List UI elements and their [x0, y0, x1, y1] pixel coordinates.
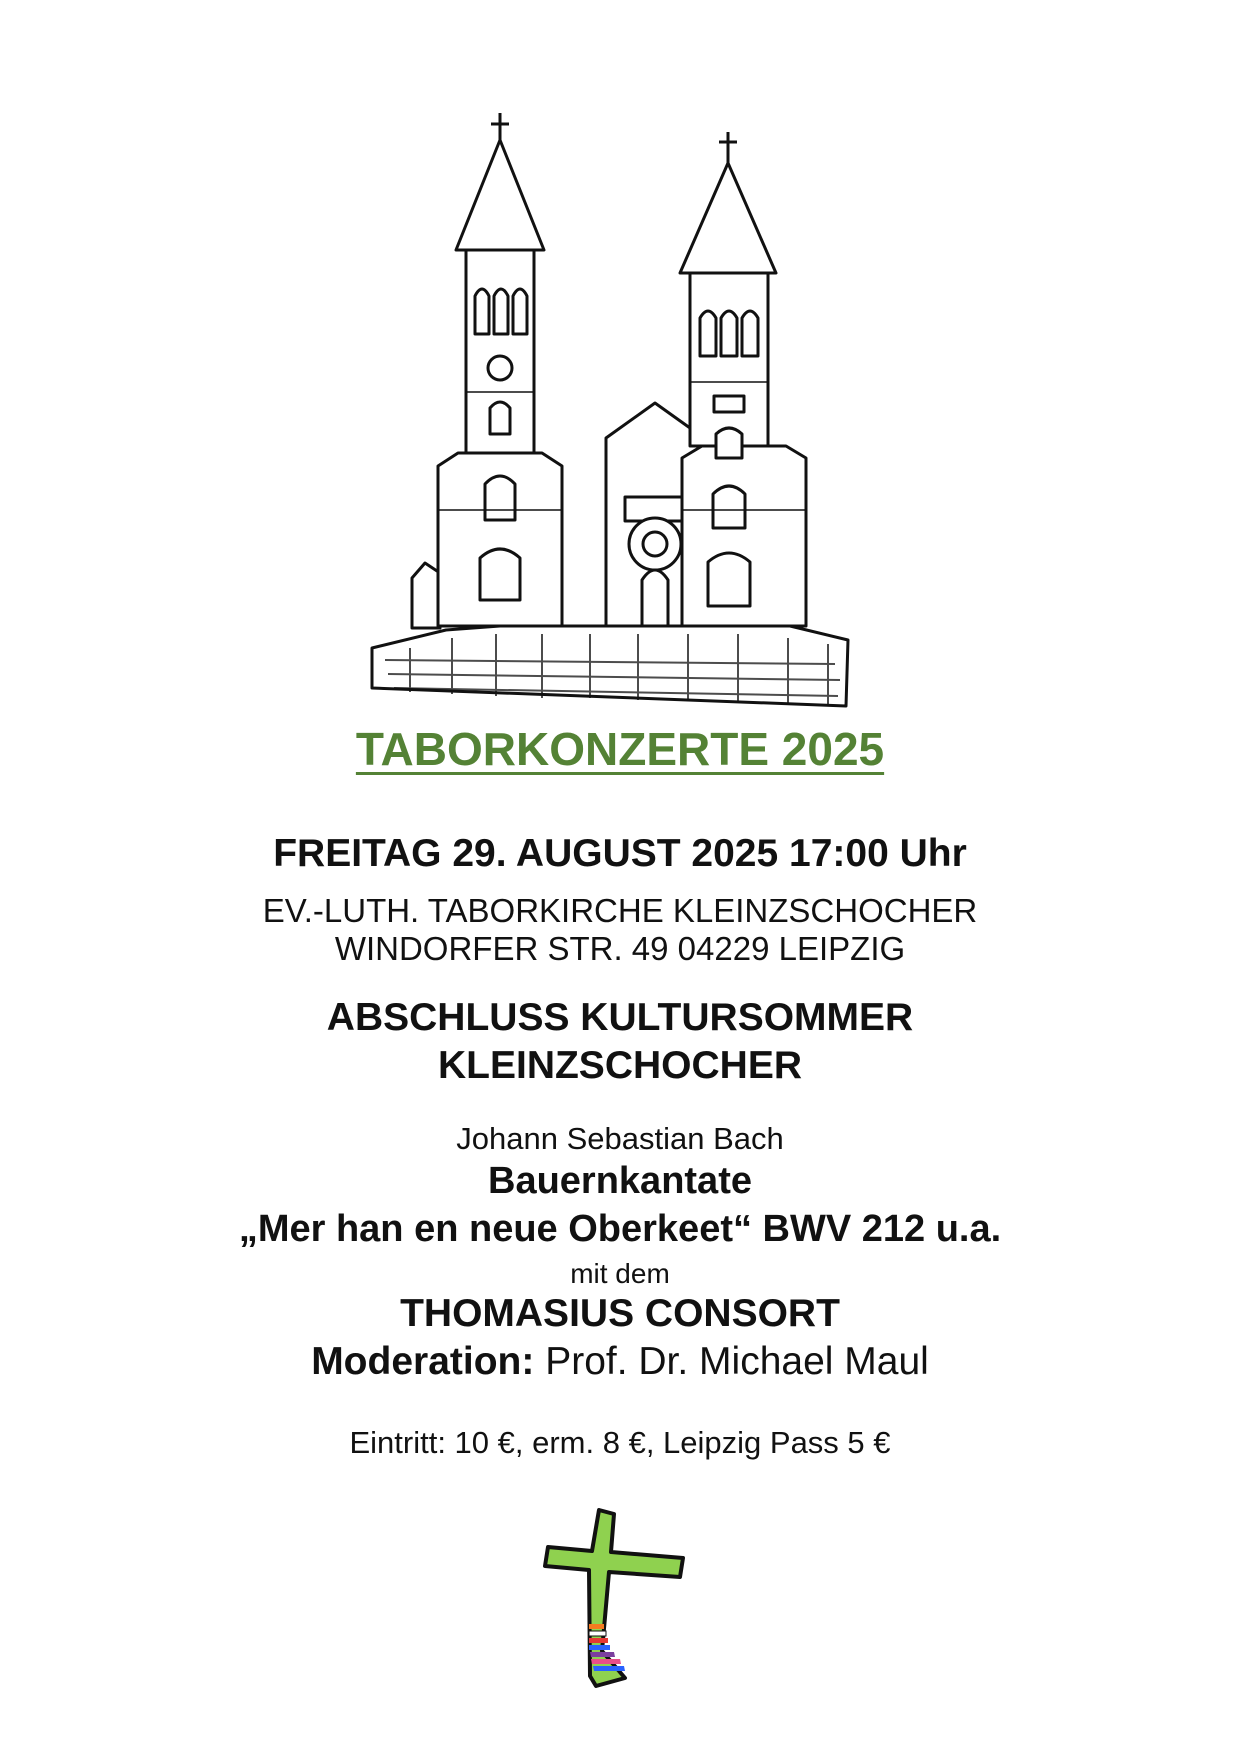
ensemble-name: THOMASIUS CONSORT [400, 1292, 840, 1335]
work-title: Bauernkantate [488, 1160, 752, 1202]
composer: Johann Sebastian Bach [456, 1121, 784, 1156]
admission-prices: Eintritt: 10 €, erm. 8 €, Leipzig Pass 5 € [349, 1425, 891, 1460]
venue-name: EV.-LUTH. TABORKIRCHE KLEINZSCHOCHER [262, 892, 978, 929]
work-subtitle: „Mer han en neue Oberkeet“ BWV 212 u.a. [238, 1208, 1002, 1250]
connector-text: mit dem [570, 1258, 670, 1289]
moderator-name: Prof. Dr. Michael Maul [545, 1340, 929, 1383]
moderation-line [0, 1340, 1240, 1384]
page-title: TABORKONZERTE 2025 [355, 723, 885, 775]
church-illustration [370, 108, 850, 720]
moderation-label: Moderation: [311, 1340, 535, 1383]
occasion-line-2: KLEINZSCHOCHER [437, 1044, 802, 1087]
event-date-time: FREITAG 29. AUGUST 2025 17:00 Uhr [273, 832, 967, 875]
occasion-line-1: ABSCHLUSS KULTURSOMMER [326, 996, 914, 1039]
cross-logo-icon [538, 1508, 698, 1688]
venue-address: WINDORFER STR. 49 04229 LEIPZIG [334, 930, 906, 967]
